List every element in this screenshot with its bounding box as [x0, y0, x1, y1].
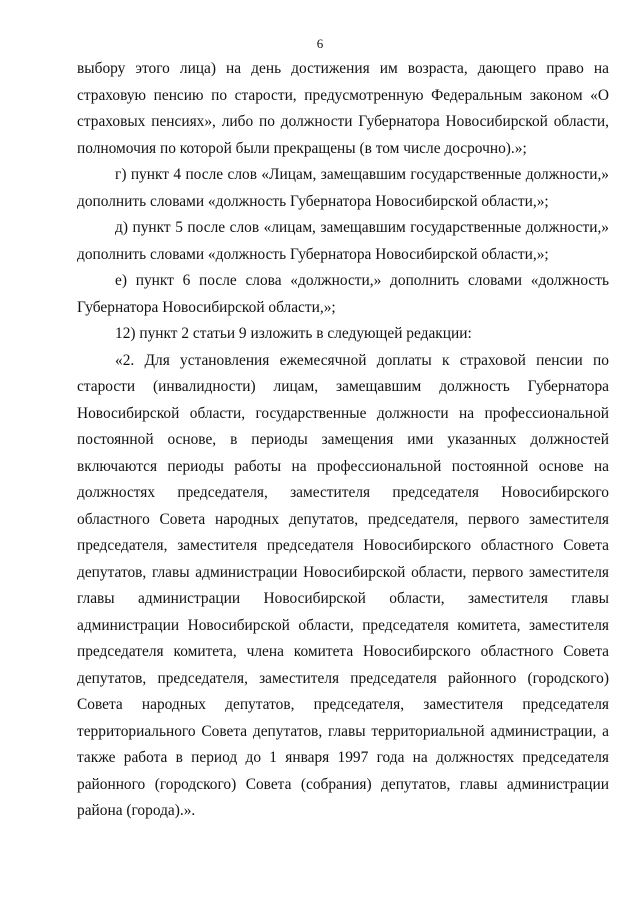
paragraph-item-e: е) пункт 6 после слова «должности,» дополнить словами «должность Губернатора Новосибирской области,»;: [77, 272, 609, 316]
paragraph-item-12: 12) пункт 2 статьи 9 изложить в следующей редакции:: [115, 325, 472, 342]
paragraph-continuation: выбору этого лица) на день достижения им возраста, дающего право на страховую пенсию по старости, предусмотренную Федеральным законом «О страховых пенсиях», либо по должности Губернатора Новосибирской области, полномочия по которой были прекращены (в том числе досрочно).»;: [77, 60, 609, 157]
paragraph-item-g: г) пункт 4 после слов «Лицам, замещавшим государственные должности,» дополнить словами «должность Губернатора Новосибирской области,»;: [77, 166, 609, 210]
page-number: 6: [316, 36, 324, 51]
paragraph-item-d: д) пункт 5 после слов «лицам, замещавшим государственные должности,» дополнить словами «должность Губернатора Новосибирской области,»;: [77, 219, 609, 263]
paragraph-article-9-point-2: «2. Для установления ежемесячной доплаты к страховой пенсии по старости (инвалидности) лицам, замещавшим должность Губернатора Новосибирской области, государственные должности на профессиональной постоянной основе, в периоды замещения ими указанных должностей включаются периоды работы на профессиональной постоянной основе на должностях председателя, заместителя председателя Новосибирского областного Совета народных депутатов, председателя, первого заместителя председателя, заместителя председателя Новосибирского областного Совета депутатов, главы администрации Новосибирской области, первого заместителя главы администрации Новосибирской области, заместителя главы администрации Новосибирской области, председателя комитета, заместителя председателя комитета, члена комитета Новосибирского областного Совета депутатов, председателя, заместителя председателя районного (городского) Совета народных депутатов, председателя, заместителя председателя территориального Совета депутатов, главы территориальной администрации, а также работа в период до 1 января 1997 года на должностях председателя районного (городского) Совета (собрания) депутатов, главы администрации района (города).».: [77, 351, 609, 819]
document-body: [77, 56, 609, 825]
